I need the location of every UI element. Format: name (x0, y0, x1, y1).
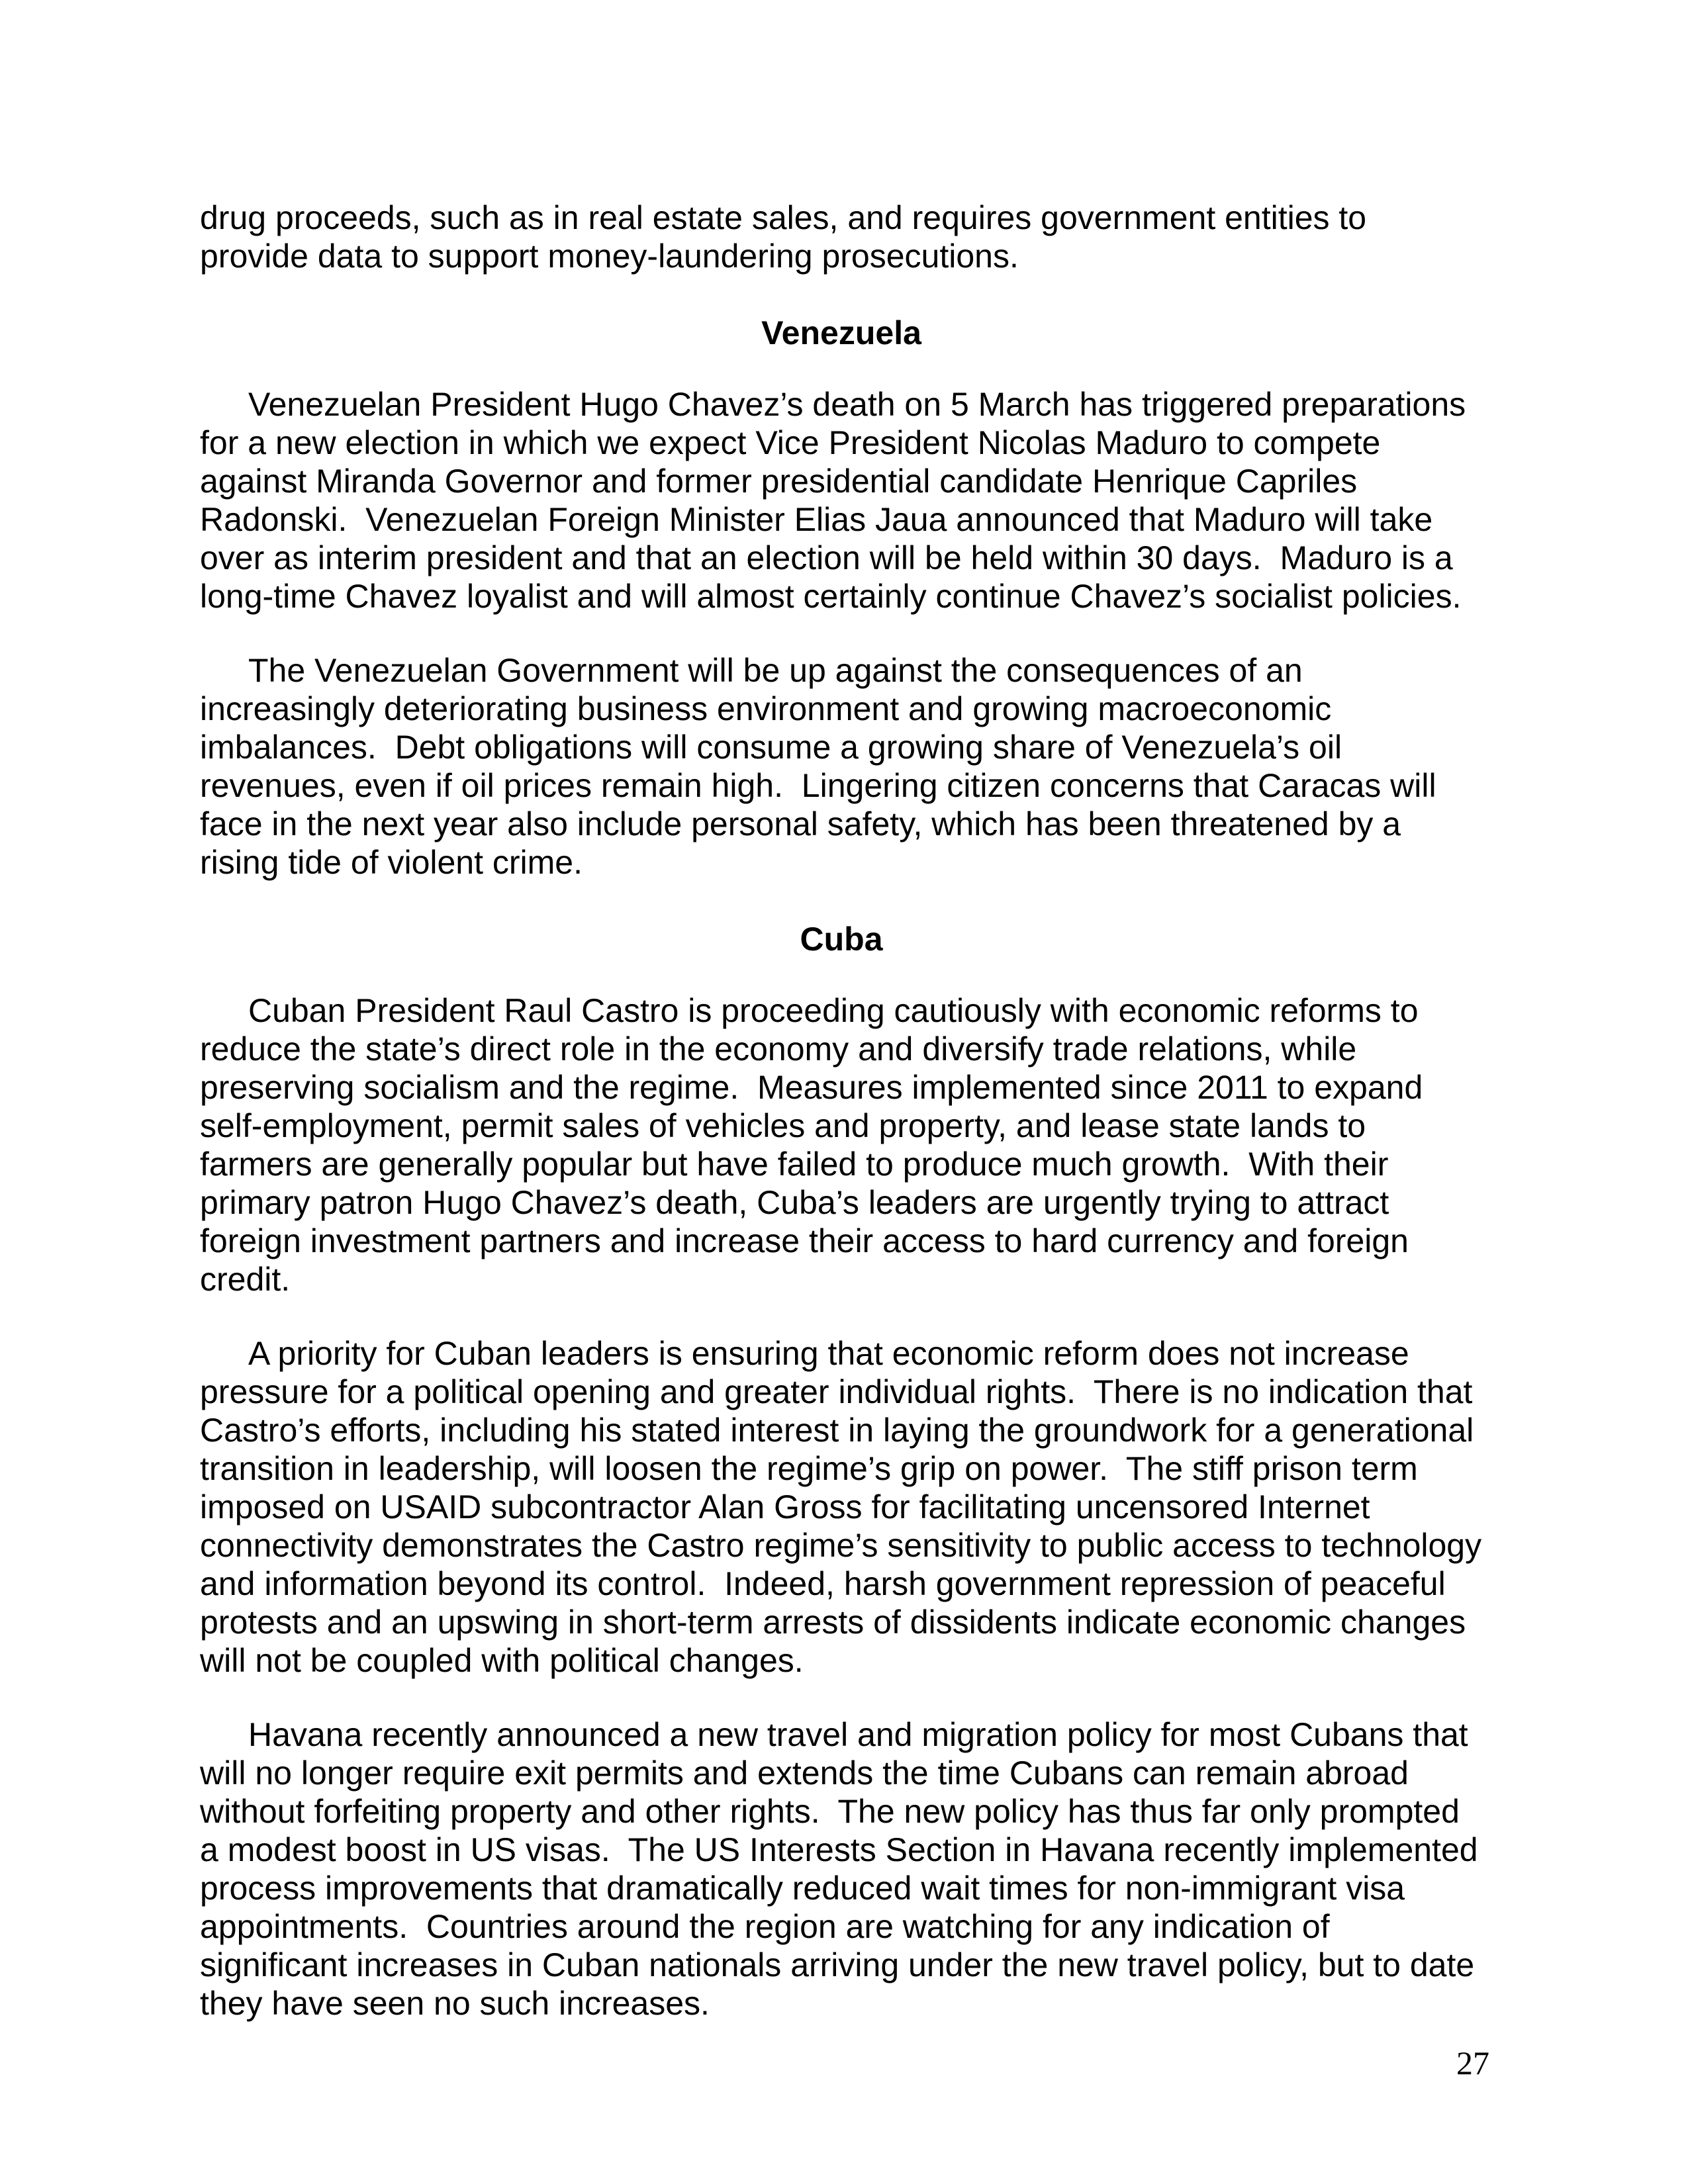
section-heading-venezuela: Venezuela (761, 314, 921, 351)
paragraph-cuba-2: A priority for Cuban leaders is ensuring that economic reform does not increase pressure for a political opening and greater individual rights. There is no indication that Castro’s efforts, including his stated interest in laying the groundwork for a generational transition in leadership, will loosen the regime’s grip on power. The stiff prison term imposed on USAID subcontractor Alan Gross for facilitating uncensored Internet connectivity demonstrates the Castro regime’s sensitivity to public access to technology and information beyond its control. Indeed, harsh government repression of peaceful protests and an upswing in short-term arrests of dissidents indicate economic changes will not be coupled with political changes. (200, 1335, 1491, 1679)
paragraph-venezuela-1: Venezuelan President Hugo Chavez’s death on 5 March has triggered preparations for a new election in which we expect Vice President Nicolas Maduro to compete against Miranda Governor and former presidential candidate Henrique Capriles Radonski. Venezuelan Foreign Minister Elias Jaua announced that Maduro will take over as interim president and that an election will be held within 30 days. Maduro is a long-time Chavez loyalist and will almost certainly continue Chavez’s socialist policies. (200, 386, 1476, 615)
paragraph-venezuela-2: The Venezuelan Government will be up against the consequences of an increasingly deteriorating business environment and growing macroeconomic imbalances. Debt obligations will consume a growing share of Venezuela’s oil revenues, even if oil prices remain high. Lingering citizen concerns that Caracas will face in the next year also include personal safety, which has been threatened by a rising tide of violent crime. (200, 652, 1446, 881)
page-number: 27 (1456, 2044, 1489, 2081)
paragraph-cuba-1: Cuban President Raul Castro is proceeding cautiously with economic reforms to reduce the state’s direct role in the economy and diversify trade relations, while preserving socialism and the regime. Measures implemented since 2011 to expand self-employment, permit sales of vehicles and property, and lease state lands to farmers are generally popular but have failed to produce much growth. With their primary patron Hugo Chavez’s death, Cuba’s leaders are urgently trying to attract foreign investment partners and increase their access to hard currency and foreign credit. (200, 992, 1432, 1298)
paragraph-continuation: drug proceeds, such as in real estate sales, and requires government entities to provide data to support money-laundering prosecutions. (200, 199, 1376, 275)
paragraph-cuba-3: Havana recently announced a new travel and migration policy for most Cubans that will no longer require exit permits and extends the time Cubans can remain abroad without forfeiting property and other rights. The new policy has thus far only prompted a modest boost in US visas. The US Interests Section in Havana recently implemented process improvements that dramatically reduced wait times for non-immigrant visa appointments. Countries around the region are watching for any indication of significant increases in Cuban nationals arriving under the new travel policy, but to date they have seen no such increases. (200, 1716, 1487, 2022)
section-heading-cuba: Cuba (800, 921, 883, 958)
